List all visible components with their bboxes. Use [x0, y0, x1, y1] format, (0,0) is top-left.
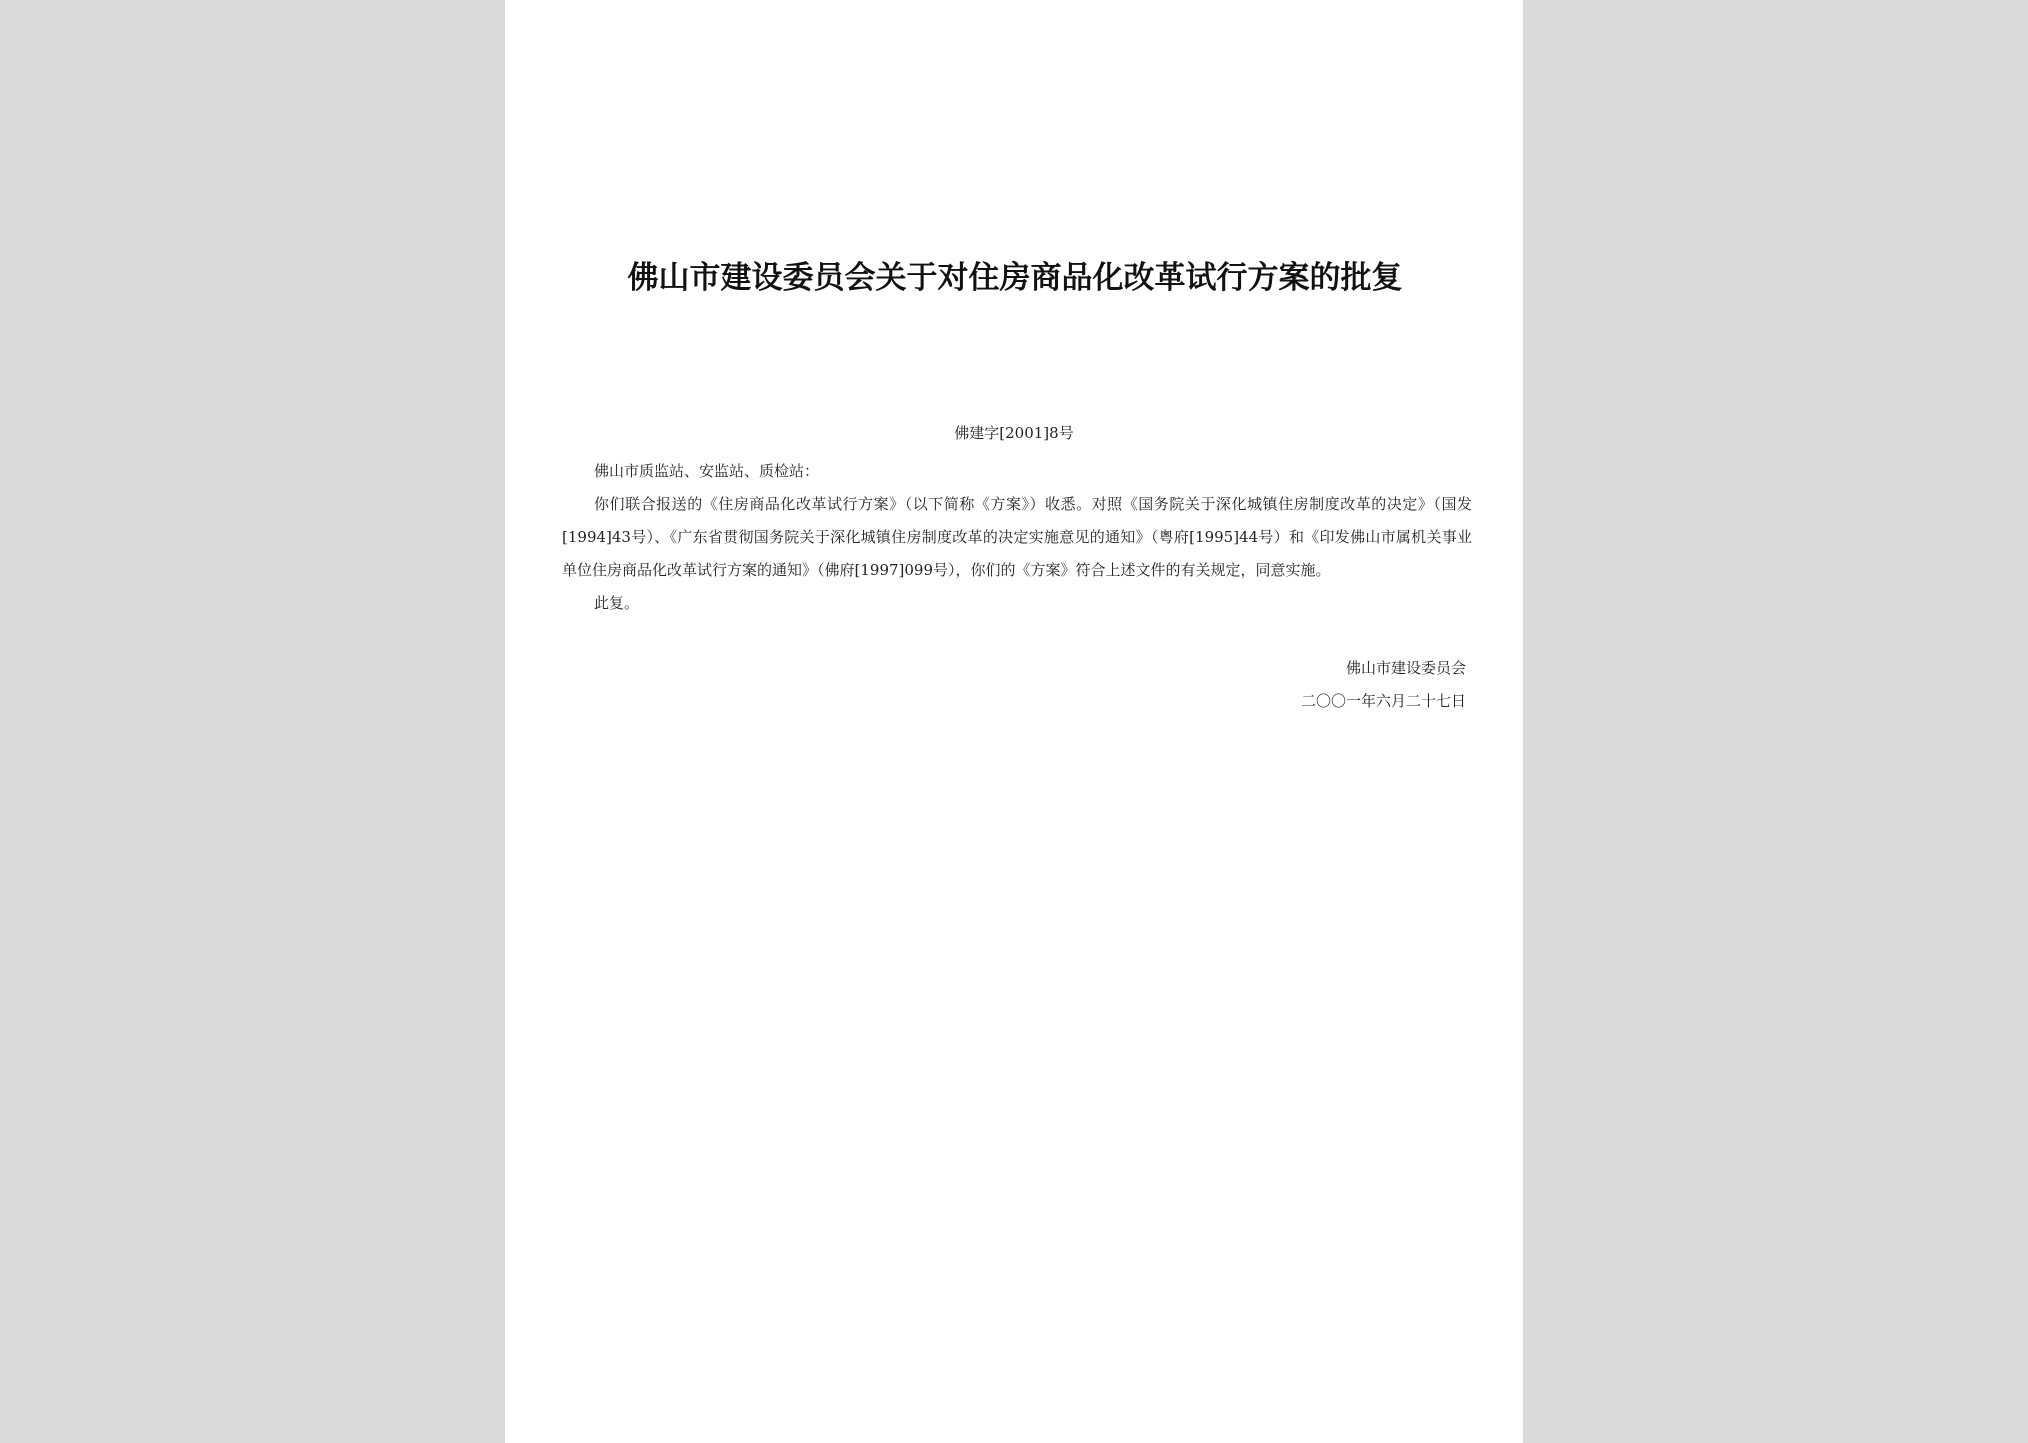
document-page: [505, 0, 1523, 1443]
document-number: 佛建字[2001]8号: [954, 424, 1074, 442]
salutation: 佛山市质监站、安监站、质检站：: [594, 462, 820, 480]
closing-text: 此复。: [594, 594, 640, 612]
issue-date: 二〇〇一年六月二十七日: [1300, 692, 1466, 710]
document-title: 佛山市建设委员会关于对住房商品化改革试行方案的批复: [627, 260, 1403, 296]
body-paragraph: 你们联合报送的《住房商品化改革试行方案》（以下简称《方案》）收悉。对照《国务院关于深化城镇住房制度改革的决定》（国发[1994]43号）、《广东省贯彻国务院关于深化城镇住房制度改革的决定实施意见的通知》（粤府[1995]44号）和《印发佛山市属机关事业单位住房商品化改革试行方案的通知》（佛府[1997]099号），你们的《方案》符合上述文件的有关规定，同意实施。: [562, 495, 1472, 579]
issuer-name: 佛山市建设委员会: [1345, 659, 1466, 677]
signature-block: [1301, 652, 1466, 718]
document-body: [562, 455, 1472, 620]
